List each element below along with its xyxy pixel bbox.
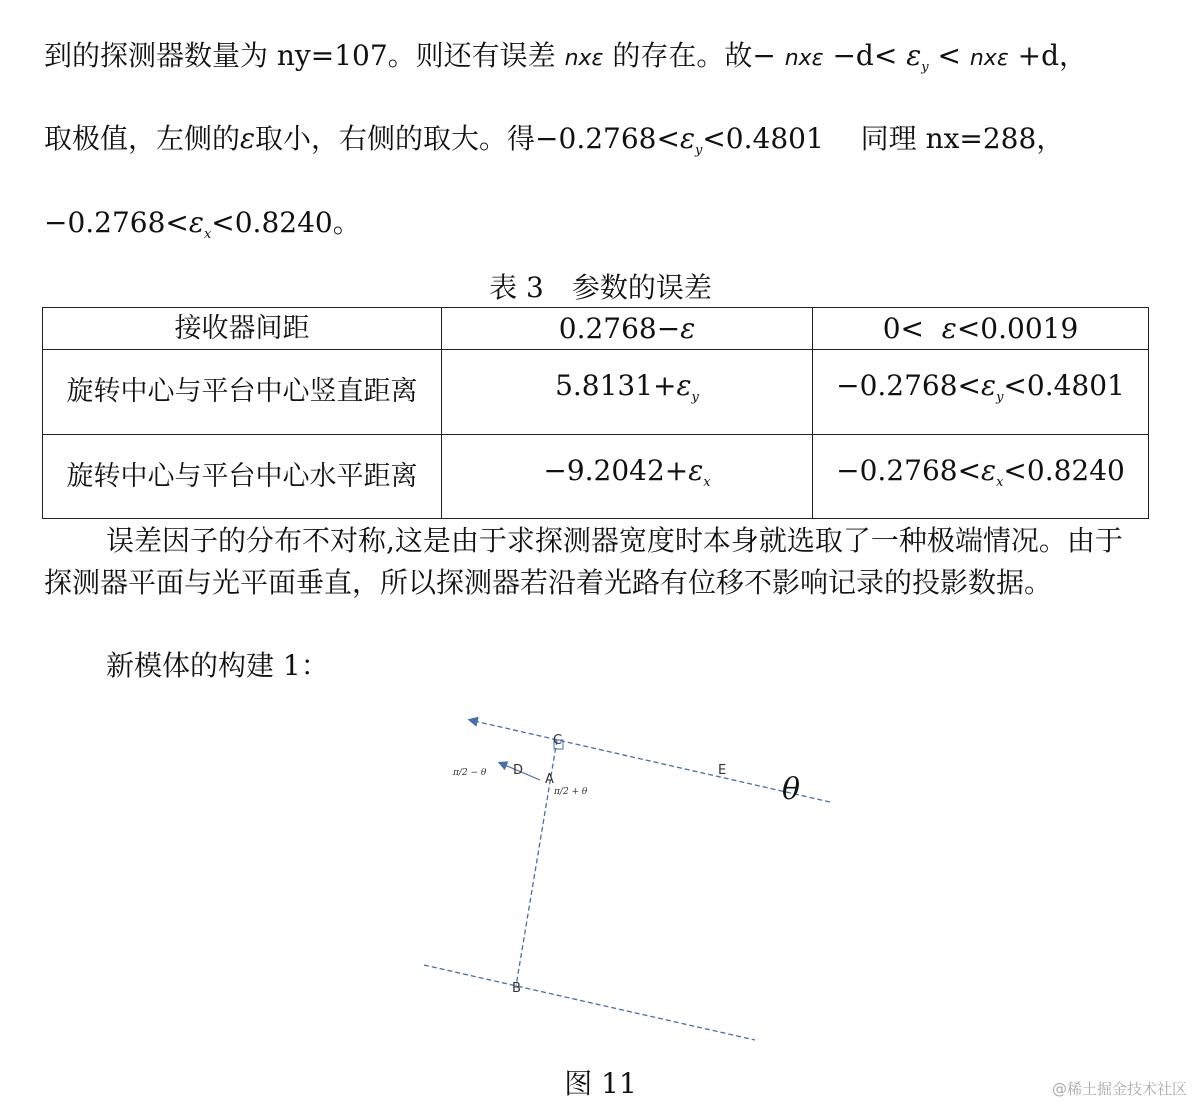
text: −9.2042+ — [543, 453, 689, 487]
text-line-3 — [44, 203, 361, 255]
text: 到的探测器数量为 ny=107。则还有误差 — [44, 39, 565, 72]
table-row — [43, 435, 1149, 519]
text: −0.2768< — [836, 369, 982, 402]
text: +d， — [1008, 39, 1088, 72]
table-row — [43, 350, 1149, 435]
text: −d< — [823, 39, 907, 72]
label-pi-minus-theta: π/2 − θ — [453, 768, 487, 778]
text: <0.0019 — [956, 311, 1079, 345]
row-range — [813, 435, 1149, 519]
math-epsilon: ε — [981, 453, 997, 487]
text: 的存在。故− — [603, 39, 785, 72]
parameter-error-table — [42, 307, 1149, 519]
label-pi-plus-theta: π/2 + θ — [554, 787, 588, 797]
subscript: x — [703, 474, 711, 490]
figure-11 — [0, 700, 1201, 1060]
text: < — [928, 39, 970, 72]
math-nxe: nxε — [784, 46, 824, 71]
label-D: D — [513, 763, 524, 778]
row-label: 旋转中心与平台中心竖直距离 — [43, 350, 442, 435]
math-epsilon: ε — [680, 311, 696, 345]
text-line-1 — [44, 36, 1087, 88]
label-theta: θ — [782, 772, 801, 807]
text-line-2 — [44, 119, 1064, 171]
text: 取小，右侧的取大。得−0.2768< — [255, 122, 680, 155]
row-expr — [442, 350, 813, 435]
label-E: E — [718, 763, 727, 778]
math-epsilon: ε — [981, 369, 997, 402]
label-A: A — [545, 772, 554, 787]
text: 0< — [882, 311, 942, 345]
math-epsilon: ε — [188, 206, 204, 239]
text: −0.2768< — [44, 206, 189, 239]
watermark: @稀土掘金技术社区 — [1051, 1080, 1187, 1098]
label-B: B — [512, 981, 521, 996]
text: 5.8131+ — [555, 369, 677, 402]
row-label: 旋转中心与平台中心水平距离 — [43, 435, 442, 519]
subscript: y — [694, 143, 703, 158]
math-epsilon: ε — [676, 369, 692, 402]
math-nxe: nxε — [564, 46, 604, 71]
paragraph-new-phantom: 新模体的构建 1： — [106, 649, 329, 682]
row-expr — [442, 308, 813, 350]
text: <0.8240。 — [211, 206, 361, 239]
math-epsilon: ε — [941, 311, 957, 345]
math-epsilon: ε — [679, 122, 695, 155]
row-expr — [442, 435, 813, 519]
text: 0.2768− — [558, 311, 681, 345]
subscript: y — [996, 390, 1004, 405]
subscript: y — [921, 60, 929, 75]
math-epsilon: ε — [906, 39, 922, 72]
text: −0.2768< — [836, 453, 982, 487]
row-range — [813, 350, 1149, 435]
table-row — [43, 308, 1149, 350]
subscript: x — [203, 227, 212, 242]
text: <0.8240 — [1003, 453, 1125, 487]
geometry-diagram — [0, 700, 1201, 1060]
paragraph-error-distribution: 误差因子的分布不对称,这是由于求探测器宽度时本身就选取了一种极端情况。由于探测器平面与光平面垂直，所以探测器若沿着光路有位移不影响记录的投影数据。 — [44, 524, 1123, 599]
text: <0.4801 同理 nx=288， — [702, 122, 1065, 155]
row-range — [813, 308, 1149, 350]
label-C: C — [553, 733, 563, 748]
text: 取极值，左侧的 — [44, 122, 241, 155]
figure-caption: 图 11 — [564, 1067, 637, 1100]
math-epsilon: ε — [688, 453, 704, 487]
subscript: y — [691, 390, 699, 405]
subscript: x — [996, 474, 1004, 490]
row-label: 接收器间距 — [43, 308, 442, 350]
math-nxe: nxε — [969, 46, 1009, 71]
math-epsilon: ε — [240, 122, 256, 155]
table-caption: 表 3 参数的误差 — [489, 271, 712, 304]
text: <0.4801 — [1003, 369, 1125, 402]
